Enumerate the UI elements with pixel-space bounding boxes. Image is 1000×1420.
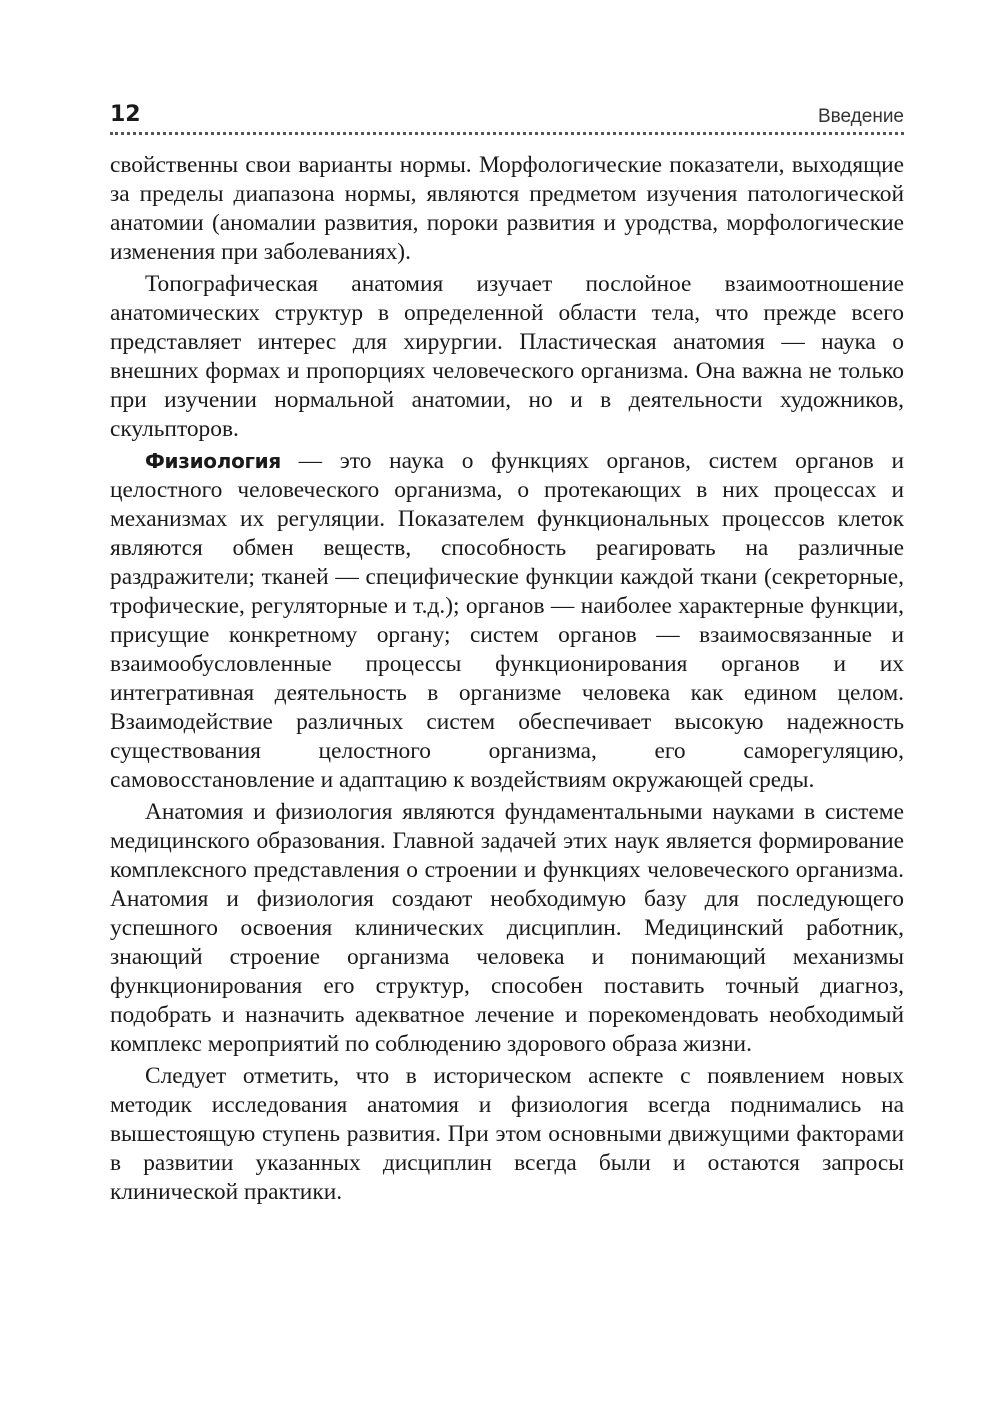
paragraph-topographic-anatomy xyxy=(110,270,904,444)
running-header xyxy=(110,92,904,135)
paragraph-physiology xyxy=(110,447,904,795)
page-number: 12 xyxy=(110,102,141,127)
paragraph-text: Топографическая анатомия изучает послойное взаимоотношение анатомических структур в определенной области тела, что прежде всего представляет интерес для хирургии. Пластическая анатомия — наука о внешних формах и пропорциях человеческого организма. Она важна не только при изучении нормальной анатомии, но и в деятельности художников, скульпторов. xyxy=(110,271,904,442)
paragraph-fundamental-sciences xyxy=(110,798,904,1059)
paragraph-text: Следует отметить, что в историческом аспекте с появлением новых методик исследования анатомия и физиология всегда поднимались на вышестоящую ступень развития. При этом основными движущими факторами в развитии указанных дисциплин всегда были и остаются запросы клинической практики. xyxy=(110,1063,904,1205)
paragraph-text: Анатомия и физиология являются фундаментальными науками в системе медицинского образования. Главной задачей этих наук является формирование комплексного представления о строении и функциях человеческого организма. Анатомия и физиология создают необходимую базу для последующего успешного освоения клинических дисциплин. Медицинский работник, знающий строение организма человека и понимающий механизмы функционирования его структур, способен поставить точный диагноз, подобрать и назначить адекватное лечение и порекомендовать необходимый комплекс мероприятий по соблюдению здорового образа жизни. xyxy=(110,799,904,1057)
body-text xyxy=(110,151,904,1207)
book-page xyxy=(110,92,904,1207)
bold-term: Физиология xyxy=(145,449,281,473)
paragraph-text: свойственны свои варианты нормы. Морфологические показатели, выходящие за пределы диапазона нормы, являются предметом изучения патологической анатомии (аномалии развития, пороки развития и уродства, морфологические изменения при заболеваниях). xyxy=(110,152,904,265)
paragraph-continued xyxy=(110,151,904,267)
paragraph-historical-aspect xyxy=(110,1062,904,1207)
paragraph-text: — это наука о функциях органов, систем органов и целостного человеческого организма, о протекающих в них процессах и механизмах их регуляции. Показателем функциональных процессов клеток являются обмен веществ, способность реагировать на различные раздражители; тканей — специфические функции каждой ткани (секреторные, трофические, регуляторные и т.д.); органов — наиболее характерные функции, присущие конкретному органу; систем органов — взаимосвязанные и взаимообусловленные процессы функционирования органов и их интегративная деятельность в организме человека как едином целом. Взаимодействие различных систем обеспечивает высокую надежность существования целостного организма, его саморегуляцию, самовосстановление и адаптацию к воздействиям окружающей среды. xyxy=(110,448,904,793)
section-title: Введение xyxy=(817,106,904,127)
